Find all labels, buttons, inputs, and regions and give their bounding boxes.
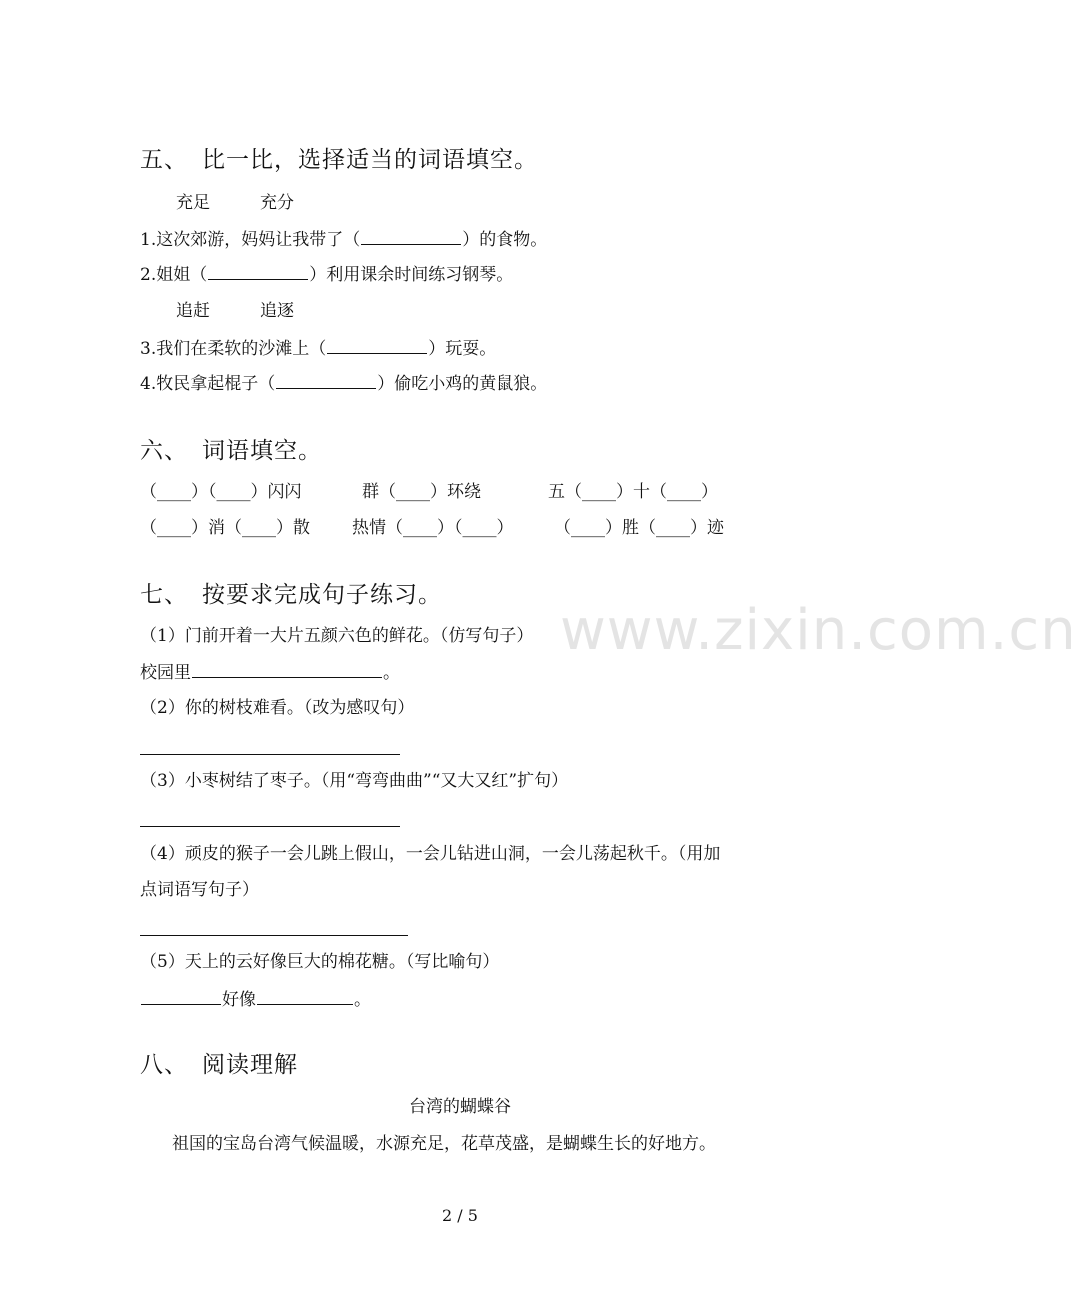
fill-row-1	[140, 481, 718, 503]
exercise-1-answer	[140, 661, 400, 684]
word-option: 追赶	[176, 301, 210, 321]
fill-row-2	[140, 517, 724, 539]
word-option: 充分	[260, 193, 294, 213]
section-6-heading	[140, 436, 322, 466]
answer-blank[interactable]	[361, 228, 461, 245]
fill-item[interactable]: （____）（____）闪闪	[140, 482, 302, 502]
question-text: ）偷吃小鸡的黄鼠狼。	[377, 374, 548, 394]
exercise-4-line-1: （4）顽皮的猴子一会儿跳上假山，一会儿钻进山洞，一会儿荡起秋千。（用加	[140, 844, 721, 864]
answer-line[interactable]	[140, 826, 400, 827]
exercise-3: （3）小枣树结了枣子。（用“弯弯曲曲”“又大又红”扩句）	[140, 771, 569, 791]
fill-item[interactable]: 五（____）十（____）	[548, 482, 718, 502]
answer-blank[interactable]	[141, 988, 221, 1005]
question-2	[140, 263, 513, 286]
question-text: 2.姐姐（	[140, 265, 208, 285]
word-option: 追逐	[260, 301, 294, 321]
section-7-heading	[140, 580, 442, 610]
answer-suffix: 。	[354, 990, 371, 1010]
answer-suffix: 。	[383, 663, 400, 683]
section-title: 比一比，选择适当的词语填空。	[202, 147, 538, 173]
exercise-4-line-2: 点词语写句子）	[140, 880, 259, 900]
section-8-heading	[140, 1050, 298, 1080]
fill-item[interactable]: （____）消（____）散	[140, 518, 310, 538]
exercise-5: （5）天上的云好像巨大的棉花糖。（写比喻句）	[140, 952, 500, 972]
fill-item[interactable]: 热情（____）（____）	[352, 518, 514, 538]
question-4	[140, 372, 547, 395]
section-5-heading	[140, 145, 538, 175]
fill-item[interactable]: （____）胜（____）迹	[554, 518, 724, 538]
section-number: 五、	[140, 147, 188, 173]
word-option: 充足	[176, 193, 210, 213]
question-3	[140, 337, 496, 360]
answer-blank[interactable]	[208, 263, 308, 280]
exercise-5-answer	[140, 988, 371, 1011]
exercise-1: （1）门前开着一大片五颜六色的鲜花。（仿写句子）	[140, 626, 534, 646]
answer-line[interactable]	[140, 754, 400, 755]
section-number: 六、	[140, 438, 188, 464]
section-number: 八、	[140, 1052, 188, 1078]
answer-blank[interactable]	[257, 988, 353, 1005]
answer-blank[interactable]	[192, 661, 382, 678]
answer-line[interactable]	[140, 935, 408, 936]
section-title: 词语填空。	[202, 438, 322, 464]
answer-blank[interactable]	[276, 372, 376, 389]
page-number: 2 / 5	[442, 1206, 478, 1225]
question-text: 4.牧民拿起棍子（	[140, 374, 276, 394]
section-title: 按要求完成句子练习。	[202, 582, 442, 608]
answer-blank[interactable]	[327, 337, 427, 354]
section-number: 七、	[140, 582, 188, 608]
exercise-2: （2）你的树枝难看。（改为感叹句）	[140, 698, 415, 718]
watermark: www.zixin.com.cn	[560, 598, 1077, 663]
fill-item[interactable]: 群（____）环绕	[362, 482, 481, 502]
answer-connector: 好像	[222, 990, 256, 1010]
answer-prefix: 校园里	[140, 663, 191, 683]
passage-title: 台湾的蝴蝶谷	[409, 1097, 511, 1117]
question-text: ）的食物。	[462, 230, 548, 250]
section-title: 阅读理解	[202, 1052, 298, 1078]
passage-paragraph: 祖国的宝岛台湾气候温暖，水源充足，花草茂盛，是蝴蝶生长的好地方。	[172, 1134, 716, 1154]
word-pair-2	[176, 300, 294, 322]
question-text: 1.这次郊游，妈妈让我带了（	[140, 230, 361, 250]
question-text: 3.我们在柔软的沙滩上（	[140, 339, 327, 359]
word-pair-1	[176, 192, 294, 214]
question-1	[140, 228, 547, 251]
question-text: ）利用课余时间练习钢琴。	[309, 265, 514, 285]
question-text: ）玩耍。	[428, 339, 497, 359]
